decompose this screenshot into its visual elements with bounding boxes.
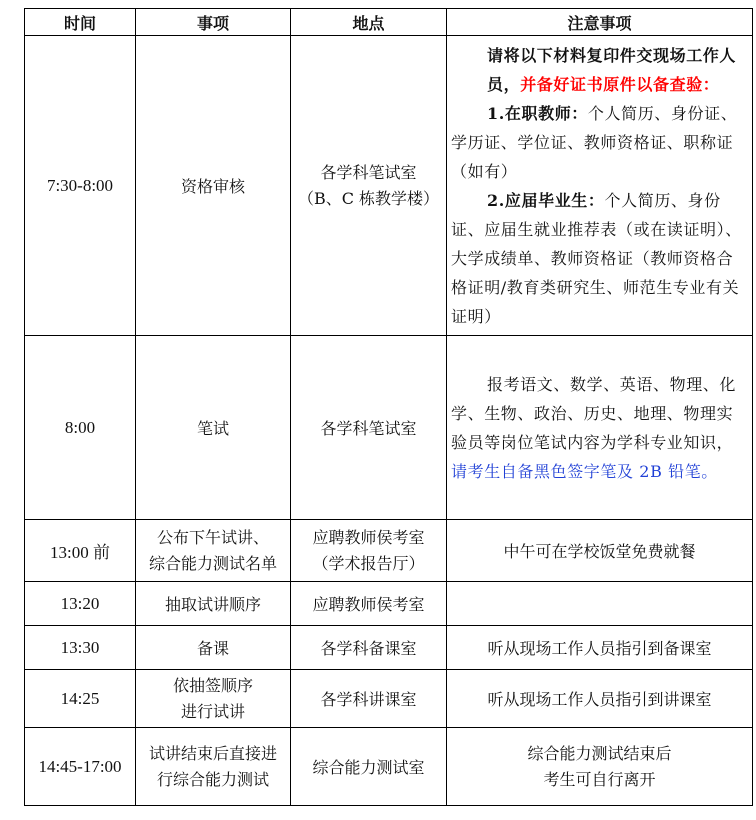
header-row xyxy=(25,9,753,36)
notes-cell: 报考语文、数学、英语、物理、化学、生物、政治、历史、地理、物理实验员等岗位笔试内容为学科专业知识，请考生自备黑色签字笔及 2B 铅笔。 xyxy=(447,336,753,520)
schedule-table xyxy=(24,8,753,806)
item-cell: 笔试 xyxy=(136,336,291,520)
notes-cell xyxy=(447,582,753,626)
table-row xyxy=(25,728,753,806)
notes-paragraph-2: 2.应届毕业生：个人简历、身份证、应届生就业推荐表（或在读证明）、大学成绩单、教师资格证（教师资格合格证明/教育类研究生、师范生专业有关证明） xyxy=(451,190,742,326)
header-time: 时间 xyxy=(25,9,136,36)
time-cell: 13:30 xyxy=(25,626,136,670)
notes-cell: 中午可在学校饭堂免费就餐 xyxy=(447,520,753,582)
place-cell: 应聘教师侯考室 （学术报告厅） xyxy=(291,520,447,582)
table-row xyxy=(25,626,753,670)
table-row xyxy=(25,336,753,520)
item-cell: 依抽签顺序 进行试讲 xyxy=(136,670,291,728)
notes-cell xyxy=(447,36,753,336)
header-item: 事项 xyxy=(136,9,291,36)
time-cell: 14:45-17:00 xyxy=(25,728,136,806)
notes-cell: 听从现场工作人员指引到备课室 xyxy=(447,626,753,670)
time-cell: 14:25 xyxy=(25,670,136,728)
notes-cell: 听从现场工作人员指引到讲课室 xyxy=(447,670,753,728)
time-cell: 7:30-8:00 xyxy=(25,36,136,336)
time-cell: 8:00 xyxy=(25,336,136,520)
item-cell: 抽取试讲顺序 xyxy=(136,582,291,626)
time-cell: 13:00 前 xyxy=(25,520,136,582)
place-cell: 应聘教师侯考室 xyxy=(291,582,447,626)
notes-intro: 请将以下材料复印件交现场工作人员，并备好证书原件以备查验： xyxy=(487,45,737,94)
notes-paragraph-1: 1.在职教师：个人简历、身份证、学历证、学位证、教师资格证、职称证（如有） xyxy=(451,103,738,181)
item-cell: 公布下午试讲、 综合能力测试名单 xyxy=(136,520,291,582)
item-cell: 试讲结束后直接进 行综合能力测试 xyxy=(136,728,291,806)
table-row xyxy=(25,670,753,728)
item-cell: 资格审核 xyxy=(136,36,291,336)
time-cell: 13:20 xyxy=(25,582,136,626)
table-row xyxy=(25,582,753,626)
place-cell: 综合能力测试室 xyxy=(291,728,447,806)
place-cell: 各学科笔试室 （B、C 栋教学楼） xyxy=(291,36,447,336)
place-cell: 各学科讲课室 xyxy=(291,670,447,728)
place-cell: 各学科备课室 xyxy=(291,626,447,670)
header-place: 地点 xyxy=(291,9,447,36)
notes-cell: 综合能力测试结束后 考生可自行离开 xyxy=(447,728,753,806)
place-cell: 各学科笔试室 xyxy=(291,336,447,520)
header-notes: 注意事项 xyxy=(447,9,753,36)
item-cell: 备课 xyxy=(136,626,291,670)
table-row xyxy=(25,520,753,582)
table-row xyxy=(25,36,753,336)
